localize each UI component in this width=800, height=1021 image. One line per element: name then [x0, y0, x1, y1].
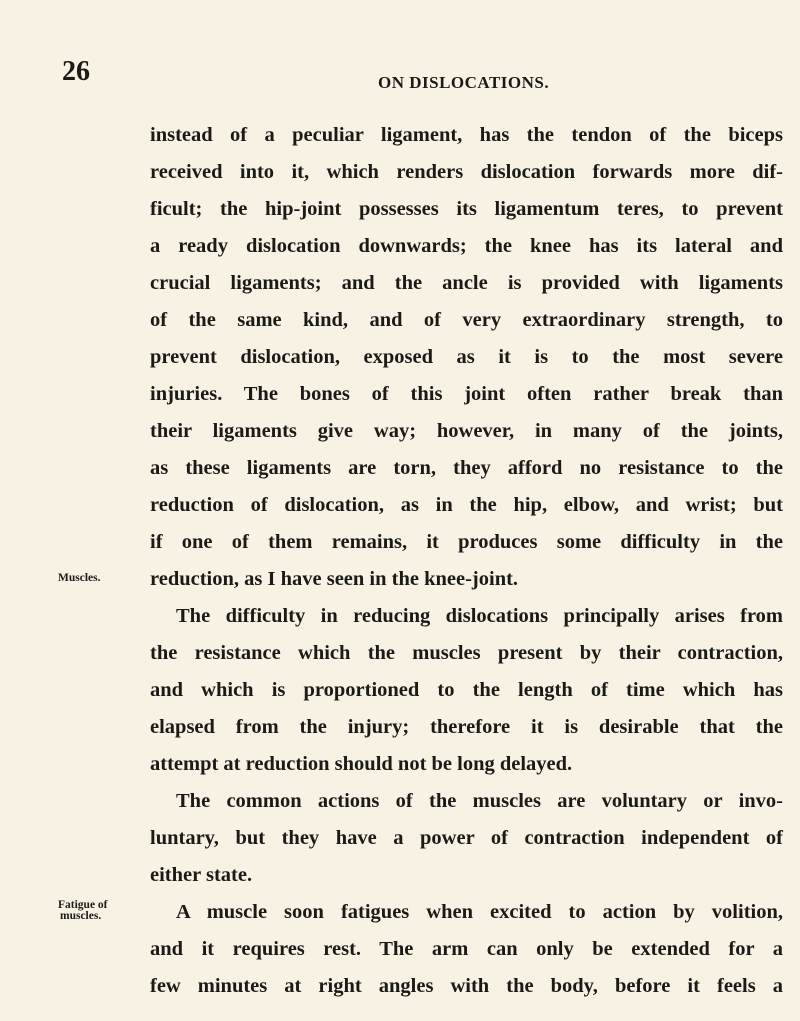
margin-note-text: Fatigue of [58, 899, 108, 911]
page-number: 26 [62, 56, 90, 87]
text-line: of the same kind, and of very extraordinary strength, to [150, 309, 783, 331]
text-line: received into it, which renders dislocation forwards more dif- [150, 161, 783, 183]
margin-note-fatigue [58, 900, 108, 922]
text-line: The difficulty in reducing dislocations principally arises from [176, 605, 783, 627]
text-line: A muscle soon fatigues when excited to action by volition, [176, 901, 783, 923]
text-line: as these ligaments are torn, they afford no resistance to the [150, 457, 783, 479]
text-line: reduction of dislocation, as in the hip, elbow, and wrist; but [150, 494, 783, 516]
text-line: the resistance which the muscles present by their contraction, [150, 642, 783, 664]
running-title: ON DISLOCATIONS. [378, 73, 550, 92]
text-line: elapsed from the injury; therefore it is desirable that the [150, 716, 783, 738]
text-line: instead of a peculiar ligament, has the tendon of the biceps [150, 124, 783, 146]
margin-note-text: Muscles. [58, 572, 101, 584]
text-line: crucial ligaments; and the ancle is provided with ligaments [150, 272, 783, 294]
text-line: The common actions of the muscles are voluntary or invo- [176, 790, 783, 812]
text-line: reduction, as I have seen in the knee-joint. [150, 568, 519, 590]
text-line: few minutes at right angles with the body, before it feels a [150, 975, 783, 997]
text-line: and which is proportioned to the length of time which has [150, 679, 783, 701]
text-line: their ligaments give way; however, in many of the joints, [150, 420, 783, 442]
text-line: if one of them remains, it produces some difficulty in the [150, 531, 783, 553]
text-line: and it requires rest. The arm can only be extended for a [150, 938, 783, 960]
text-line: attempt at reduction should not be long delayed. [150, 753, 573, 775]
text-line: a ready dislocation downwards; the knee has its lateral and [150, 235, 783, 257]
text-line: prevent dislocation, exposed as it is to the most severe [150, 346, 783, 368]
margin-note-text: muscles. [60, 910, 102, 922]
text-line: injuries. The bones of this joint often rather break than [150, 383, 783, 405]
text-line: either state. [150, 864, 253, 886]
text-line: ficult; the hip-joint possesses its ligamentum teres, to prevent [150, 198, 783, 220]
text-line: luntary, but they have a power of contraction independent of [150, 827, 783, 849]
margin-note-muscles [58, 573, 100, 584]
